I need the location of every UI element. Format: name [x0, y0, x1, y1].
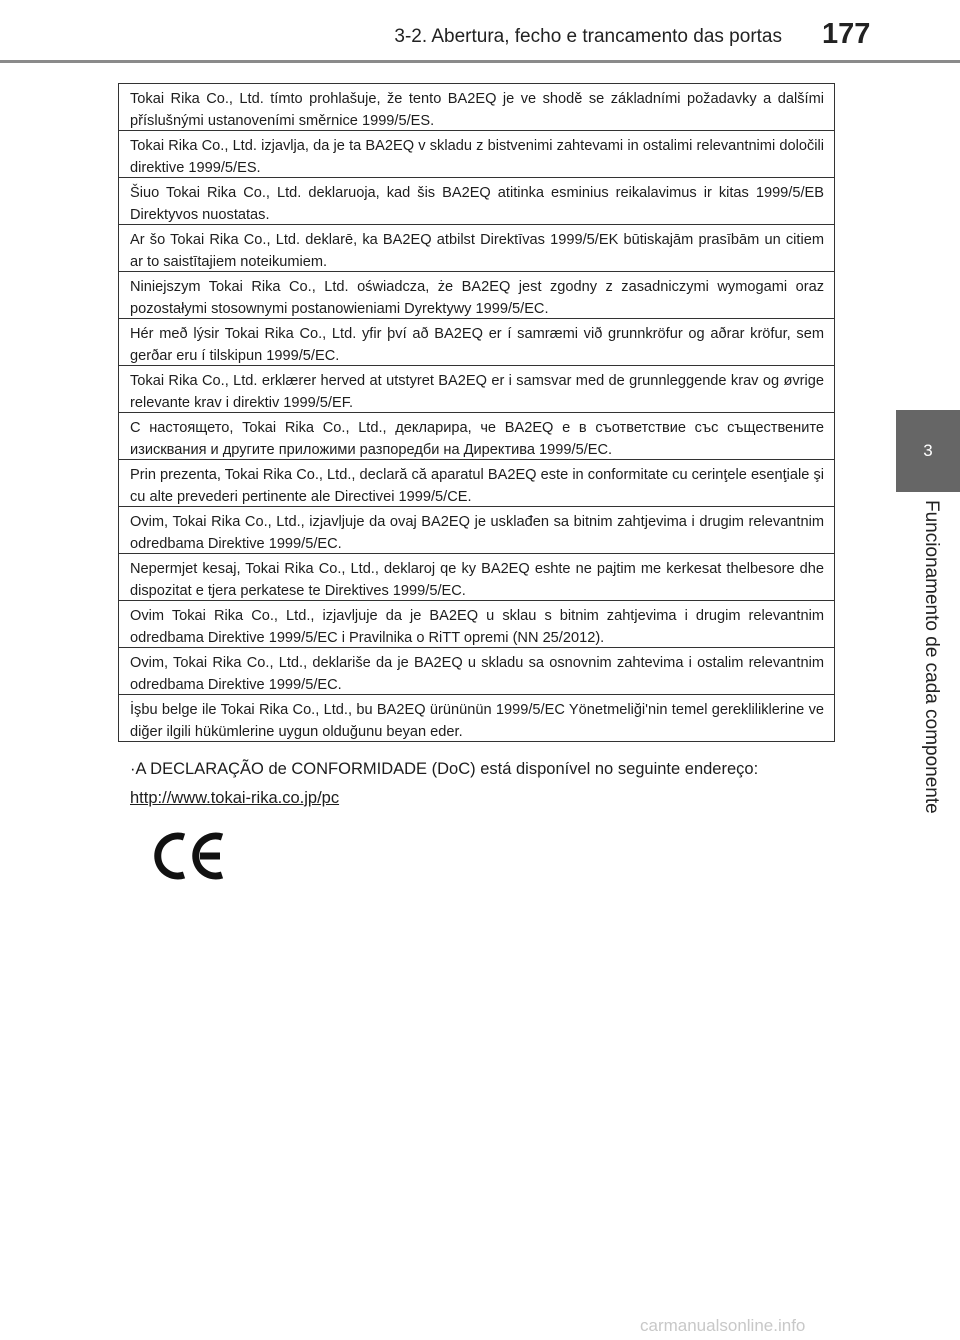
declaration-row-polish: Niniejszym Tokai Rika Co., Ltd. oświadcza, że BA2EQ jest zgodny z zasadniczymi wymogami oraz pozostałymi stosownymi postanowieniami Dyrektywy 1999/5/EC.	[119, 272, 834, 319]
header-divider	[0, 60, 960, 63]
declaration-row-albanian: Nepermjet kesaj, Tokai Rika Co., Ltd., deklaroj qe ky BA2EQ eshte ne pajtim me kerkesat thelbesore dhe dispozitat e tjera perkatese te Direktives 1999/5/EC.	[119, 554, 834, 601]
ce-mark-icon	[150, 828, 230, 889]
running-header-title: 3-2. Abertura, fecho e trancamento das portas	[394, 26, 782, 47]
chapter-side-label: Funcionamento de cada componente	[921, 500, 942, 814]
declaration-row-latvian: Ar šo Tokai Rika Co., Ltd. deklarē, ka BA2EQ atbilst Direktīvas 1999/5/EK būtiskajām prasībām un citiem ar to saistītajiem noteikumiem.	[119, 225, 834, 272]
declaration-row-bosnian: Ovim, Tokai Rika Co., Ltd., izjavljuje da ovaj BA2EQ je usklađen sa bitnim zahtjevima i drugim relevantnim odredbama Direktive 1999/5/EC.	[119, 507, 834, 554]
declarations-table	[118, 83, 835, 742]
conformity-statement: ·A DECLARAÇÃO de CONFORMIDADE (DoC) está disponível no seguinte endereço:	[130, 760, 759, 778]
declaration-row-bulgarian: С настоящето, Tokai Rika Co., Ltd., декларира, че BA2EQ е в съответствие със съществените изисквания и другите приложими разпоредби на Директива 1999/5/EC.	[119, 413, 834, 460]
declaration-row-icelandic: Hér með lýsir Tokai Rika Co., Ltd. yfir því að BA2EQ er í samræmi við grunnkröfur og aðrar kröfur, sem gerðar eru í tilskipun 1999/5/EC.	[119, 319, 834, 366]
conformity-url-link[interactable]: http://www.tokai-rika.co.jp/pc	[130, 789, 340, 807]
declaration-row-slovenian: Tokai Rika Co., Ltd. izjavlja, da je ta BA2EQ v skladu z bistvenimi zahtevami in ostalimi relevantnimi določili direktive 1999/5/ES.	[119, 131, 834, 178]
chapter-tab	[896, 410, 960, 492]
declaration-row-croatian: Ovim Tokai Rika Co., Ltd., izjavljuje da je BA2EQ u sklau s bitnim zahtjevima i drugim relevantnim odredbama Direktive 1999/5/EC i Pravilnika o RiTT opremi (NN 25/2012).	[119, 601, 834, 648]
declaration-row-romanian: Prin prezenta, Tokai Rika Co., Ltd., declară că aparatul BA2EQ este in conformitate cu cerinţele esenţiale şi cu alte prevederi pertinente ale Directivei 1999/5/CE.	[119, 460, 834, 507]
chapter-number: 3	[923, 441, 933, 460]
declaration-row-serbian: Ovim, Tokai Rika Co., Ltd., deklariše da je BA2EQ u skladu sa osnovnim zahtevima i ostalim relevantnim odredbama Direktive 1999/5/EC.	[119, 648, 834, 695]
declaration-row-norwegian: Tokai Rika Co., Ltd. erklærer herved at utstyret BA2EQ er i samsvar med de grunnleggende krav og øvrige relevante krav i direktiv 1999/5/EF.	[119, 366, 834, 413]
declaration-row-czech: Tokai Rika Co., Ltd. tímto prohlašuje, že tento BA2EQ je ve shodě se základními požadavky a dalšími příslušnými ustanoveními směrnice 1999/5/ES.	[119, 84, 834, 131]
page-number: 177	[822, 18, 871, 50]
declaration-row-turkish: İşbu belge ile Tokai Rika Co., Ltd., bu BA2EQ ürününün 1999/5/EC Yönetmeliği'nin temel gerekliliklerine ve diğer ilgili hükümlerine uygun olduğunu beyan eder.	[119, 695, 834, 742]
declaration-row-lithuanian: Šiuo Tokai Rika Co., Ltd. deklaruoja, kad šis BA2EQ atitinka esminius reikalavimus ir kitas 1999/5/EB Direktyvos nuostatas.	[119, 178, 834, 225]
footer-watermark: carmanualsonline.info	[640, 1316, 806, 1335]
